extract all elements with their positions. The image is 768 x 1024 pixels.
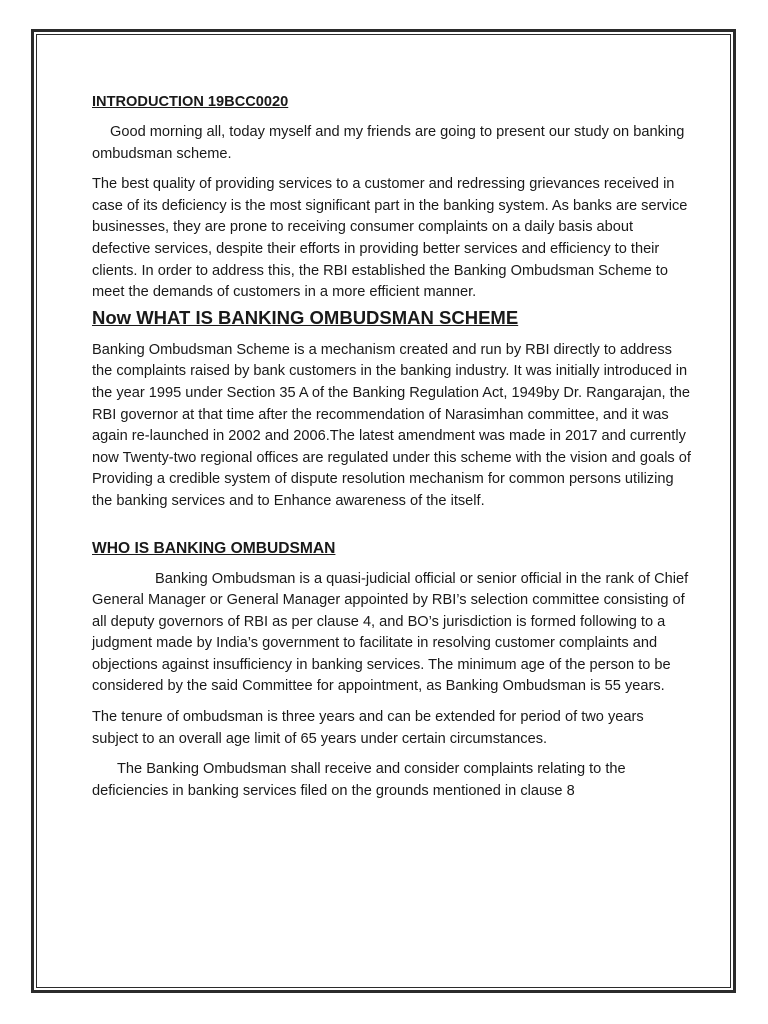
tenure-paragraph: The tenure of ombudsman is three years and can be extended for period of two years subject to an overall age limit of 65 years under certain circumstances. <box>92 709 644 747</box>
document-content <box>92 92 692 802</box>
intro-paragraph: The best quality of providing services to a customer and redressing grievances received in case of its deficiency is the most significant part in the banking system. As banks are service businesses, they are prone to receiving consumer complaints on a daily basis about defective services, despite their efforts in providing better services and efficiency to their clients. In order to address this, the RBI established the Banking Ombudsman Scheme to meet the demands of customers in a more efficient manner. <box>92 176 688 301</box>
who-heading: WHO IS BANKING OMBUDSMAN <box>92 539 336 557</box>
what-heading: Now WHAT IS BANKING OMBUDSMAN SCHEME <box>92 306 519 328</box>
intro-greeting: Good morning all, today myself and my friends are going to present our study on banking ombudsman scheme. <box>92 124 685 162</box>
what-paragraph: Banking Ombudsman Scheme is a mechanism created and run by RBI directly to address the complaints raised by bank customers in the banking industry. It was initially introduced in the year 1995 under Section 35 A of the Banking Regulation Act, 1949by Dr. Rangarajan, the RBI governor at that time after the recommendation of Narasimhan committee, and it was again re-launched in 2002 and 2006.The latest amendment was made in 2017 and currently now Twenty-two regional offices are regulated under this scheme with the vision and goals of Providing a credible system of dispute resolution mechanism for common persons utilizing the banking services and to Enhance awareness of the itself. <box>92 341 691 509</box>
who-paragraph: Banking Ombudsman is a quasi-judicial official or senior official in the rank of Chief General Manager or General Manager appointed by RBI’s selection committee consisting of all deputy governors of RBI as per clause 4, and BO’s jurisdiction is formed following to a judgment made by India’s government to facilitate in resolving customer complaints and objections against insufficiency in banking services. The minimum age of the person to be considered by the said Committee for appointment, as Banking Ombudsman is 55 years. <box>92 570 689 695</box>
intro-heading: INTRODUCTION 19BCC0020 <box>92 94 289 110</box>
complaints-paragraph: The Banking Ombudsman shall receive and consider complaints relating to the deficiencies in banking services filed on the grounds mentioned in clause 8 <box>92 761 626 799</box>
